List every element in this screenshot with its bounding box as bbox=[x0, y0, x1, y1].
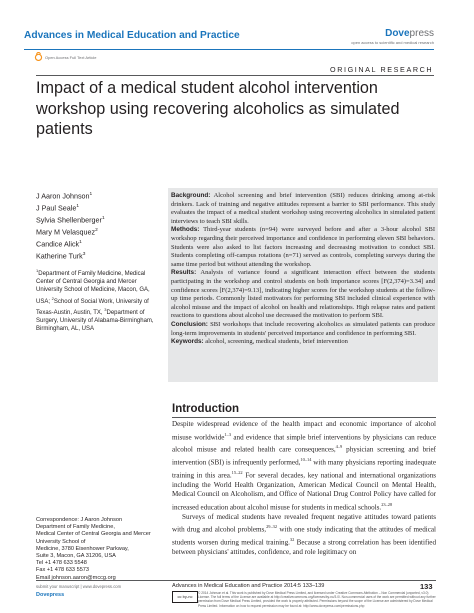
author: J Paul Seale$^1$ bbox=[36, 203, 80, 213]
dove-press: press bbox=[409, 28, 434, 39]
author: J Aaron Johnson$^1$ bbox=[36, 191, 93, 201]
email-link[interactable]: Email johnson.aaron@mccg.org bbox=[36, 574, 116, 581]
affiliations: $^1$Department of Family Medicine, Medical Center of Central Georgia and Mercer University School of Medicine, Macon, GA, USA; $^2$School of Social Work, University of Texas-Austin, Austin, TX, $^3$Department of Surgery, University of Alabama-Birmingham, Birmingham, AL, USA bbox=[36, 268, 154, 333]
abstract-conclusion: Conclusion: SBI workshops that include recovering alcoholics as simulated patients can produce long-term improvements in students' perceived importance and confidence in performing SBI. bbox=[171, 320, 435, 337]
introduction-body bbox=[172, 420, 436, 558]
author: Candice Alick$^1$ bbox=[36, 239, 82, 249]
paragraph: Surveys of medical students have revealed frequent negative attitudes toward patients with drug and alcohol problems,$^{29-32}$ with one study indicating that the attitudes of medical students worsen during medical training.$^{32}$ Because a strong correlation has been identified between physicians' attitudes, confidence, and role legitimacy on bbox=[172, 512, 436, 557]
section-heading-introduction: Introduction bbox=[172, 403, 240, 415]
abstract-keywords: Keywords: alcohol, screening, medical students, brief intervention bbox=[171, 338, 348, 346]
footer-rule bbox=[36, 580, 436, 581]
footer-dovepress-logo: Dovepress bbox=[36, 592, 65, 598]
header-rule bbox=[24, 49, 434, 50]
article-type-rule bbox=[36, 75, 434, 76]
license-text: © 2014 Johnson et al. This work is published by Dove Medical Press Limited, and licensed under Creative Commons Attribution – Non Commercial (unported, v3.0) License. The full terms of the License are available at http://creativecommons.org/licenses/by-nc/3.0/. Non-commercial uses of the work are permitted without any further permission from Dove Medical Press Limited, provided the work is properly attributed. Permissions beyond the scope of the License are administered by Dove Medical Press Limited. Information on how to request permission may be found at: http://www.dovepress.com/permissions.php bbox=[198, 591, 436, 608]
creative-commons-icon: cc by-nc bbox=[172, 591, 198, 603]
open-access-icon bbox=[34, 52, 43, 61]
author: Katherine Turk$^3$ bbox=[36, 251, 86, 261]
submit-manuscript-link[interactable]: submit your manuscript | www.dovepress.com bbox=[36, 584, 122, 589]
correspondence: Correspondence: J Aaron Johnson Department of Family Medicine, Medical Center of Central Georgia and Mercer University School of Medicine, 3780 Eisenhower Parkway, Suite 3, Macon, GA 31206, USA Tel +1 478 633 5548 Fax +1 478 633 5573 Email johnson.aaron@mccg.org bbox=[36, 517, 154, 582]
dovepress-logo bbox=[385, 28, 434, 39]
open-access-label: Open Access Full Text Article bbox=[45, 55, 97, 60]
abstract-background: Background: Alcohol screening and brief intervention (SBI) reduces drinking among at-risk drinkers. Lack of training and negative attitudes represent a barrier to SBI performance. This study evaluates the impact of a medical student workshop using recovering alcoholics in simulated patient interviews to teach SBI skills. bbox=[171, 192, 435, 225]
dove-brand: Dove bbox=[385, 28, 410, 39]
paragraph: Despite widespread evidence of the health impact and economic importance of alcohol misuse worldwide$^{1-3}$ and evidence that simple brief interventions by physicians can reduce alcohol misuse and related health care consequences,$^{4-9}$ physician screening and brief intervention (SBI) is infrequently performed,$^{10-14}$ with many physicians reporting inadequate training in this area.$^{15-22}$ For several decades, key national and international organizations including the World Health Organization, American Medical Council on Mental Health, Medical Council on Alcoholism, and Office of National Drug Control Policy have called for increased education about alcohol misuse for students in medical schools.$^{23-28}$ bbox=[172, 420, 436, 512]
page-number: 133 bbox=[420, 582, 433, 591]
article-title: Impact of a medical student alcohol intervention workshop using recovering alcoholics as simulated patients bbox=[36, 79, 400, 138]
correspondence-label: Correspondence: bbox=[36, 517, 79, 523]
abstract bbox=[171, 192, 435, 347]
author-list bbox=[36, 190, 154, 262]
author: Mary M Velasquez$^2$ bbox=[36, 227, 98, 237]
journal-title: Advances in Medical Education and Practice bbox=[24, 30, 240, 41]
abstract-results: Results: Analysis of variance found a significant interaction effect between the students participating in the workshop and control students on both importance scores [F(2,374)=3.34] and confidence scores [F(2,374)=9.13], indicating higher scores for the workshop students at the follow-up time periods. Commonly listed motivators for performing SBI included clinical experience with alcohol misuse and the impact of alcohol on health and relationships. High relapse rates and patient reactions to questions about alcohol use decreased the motivation to perform SBI. bbox=[171, 269, 435, 320]
footer-citation: Advances in Medical Education and Practice 2014:5 133–139 bbox=[172, 583, 325, 589]
introduction-rule bbox=[172, 417, 436, 418]
abstract-methods: Methods: Third-year students (n=94) were surveyed before and after a 3-hour alcohol SBI workshop regarding their perceived importance and confidence in performing eleven SBI behaviors. Students were also asked to list factors increasing and decreasing motivation to conduct SBI. Students completing off-campus rotations (n=71) served as controls, completing surveys during the same time period but without attending the workshop. bbox=[171, 226, 435, 268]
dovepress-tagline: open access to scientific and medical research bbox=[351, 40, 434, 45]
author: Sylvia Shellenberger$^1$ bbox=[36, 215, 105, 225]
article-type: ORIGINAL RESEARCH bbox=[330, 65, 434, 74]
